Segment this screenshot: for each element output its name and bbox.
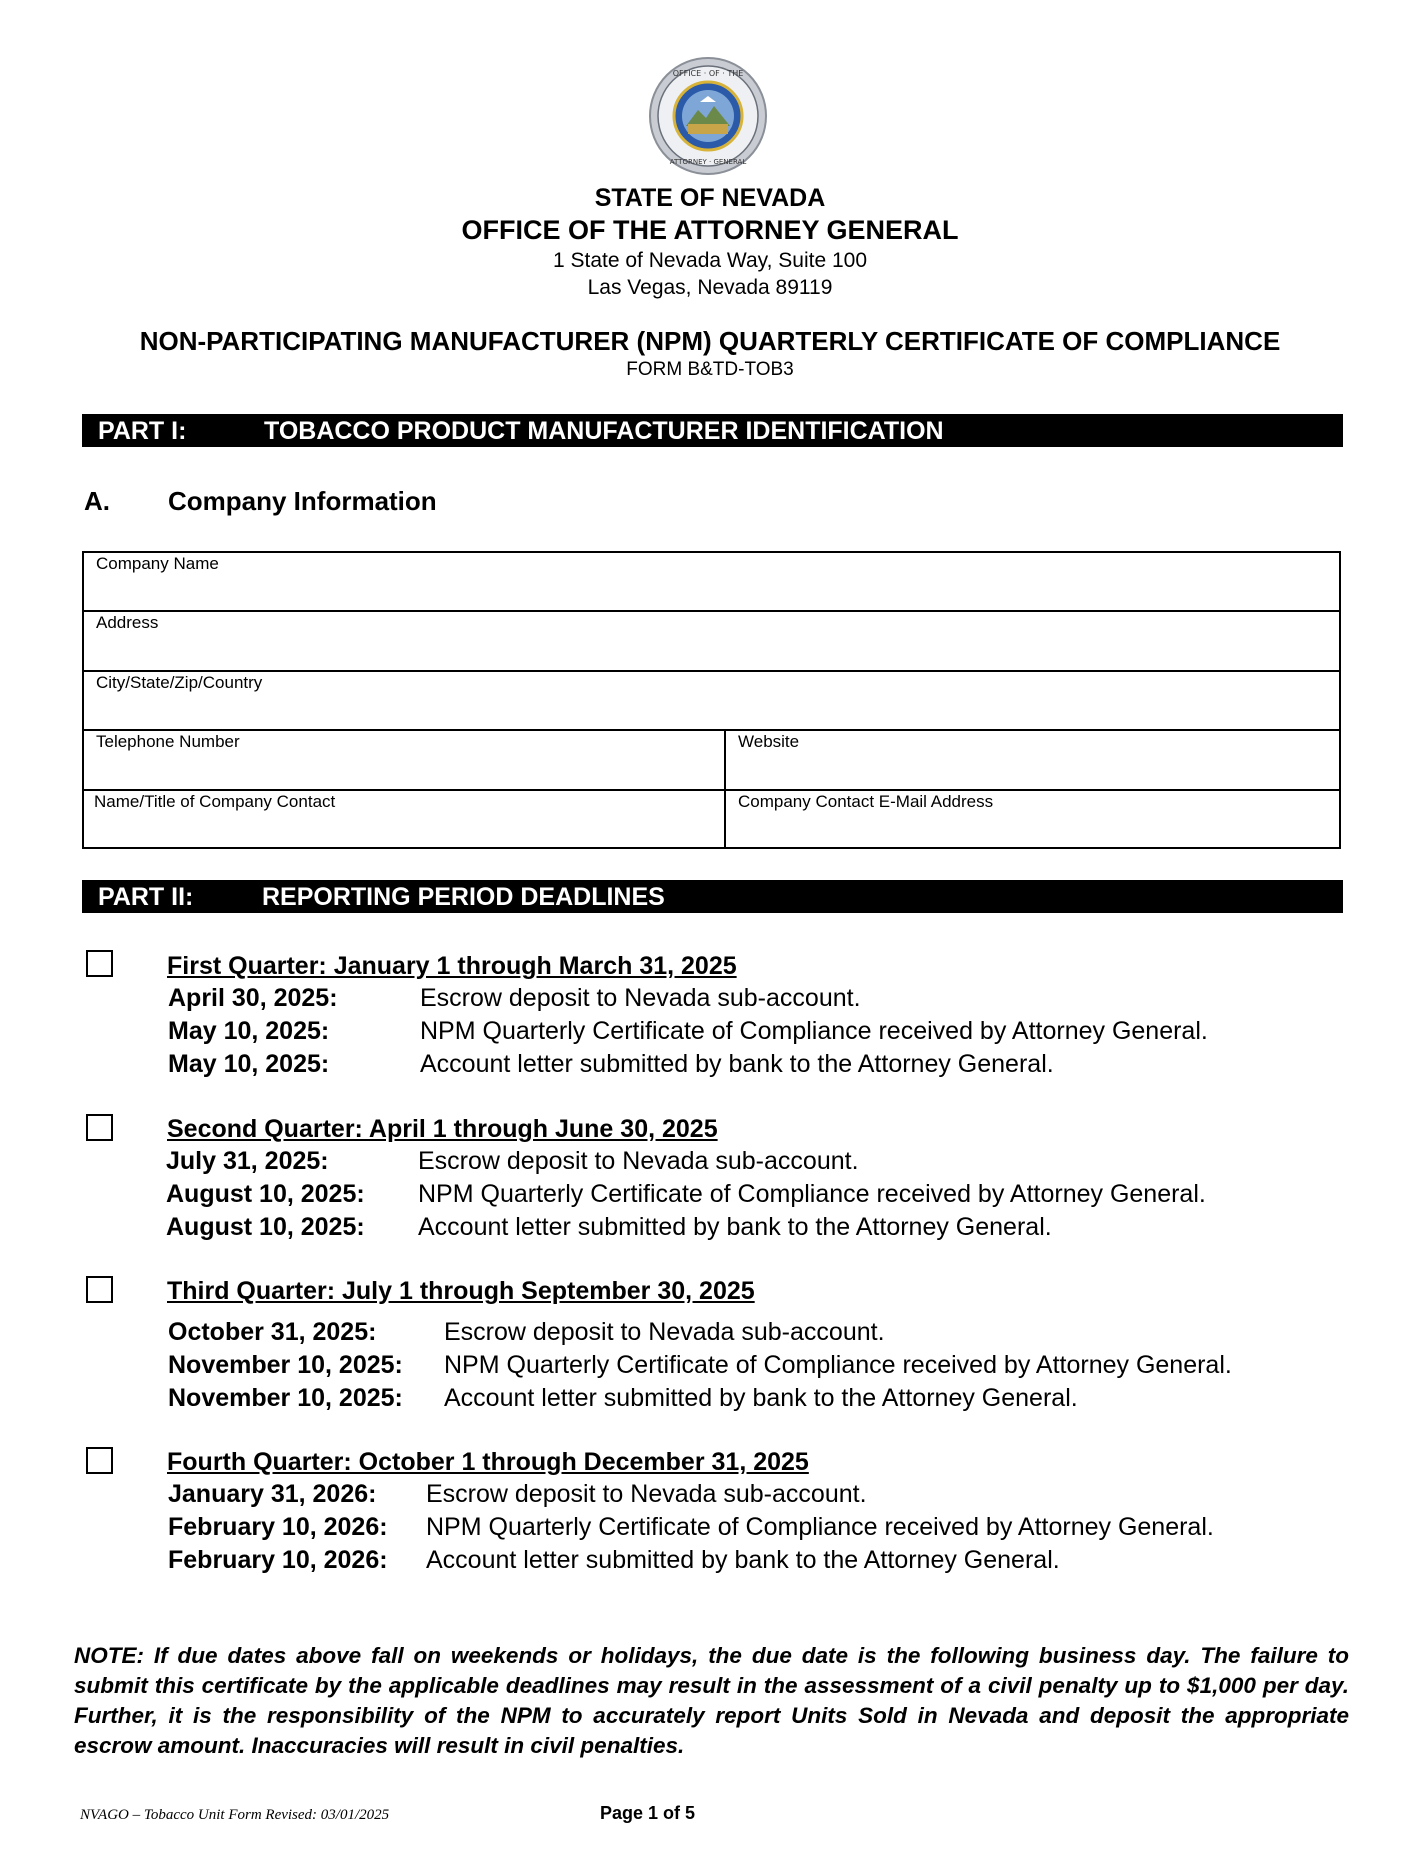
deadline-text: Account letter submitted by bank to the Attorney General. bbox=[420, 1050, 1054, 1078]
deadline-text: Escrow deposit to Nevada sub-account. bbox=[444, 1318, 885, 1346]
section-a-letter: A. bbox=[84, 486, 110, 516]
form-number: FORM B&TD-TOB3 bbox=[626, 359, 794, 380]
address-line-2: Las Vegas, Nevada 89119 bbox=[587, 276, 833, 299]
deadline-date: February 10, 2026: bbox=[168, 1546, 388, 1574]
phone-website-row bbox=[84, 731, 1339, 791]
first-quarter-checkbox[interactable] bbox=[86, 950, 113, 977]
company-name-label: Company Name bbox=[96, 554, 219, 573]
telephone-field[interactable] bbox=[84, 731, 724, 789]
deadline-date: November 10, 2025: bbox=[168, 1351, 403, 1379]
second-quarter-heading: Second Quarter: April 1 through June 30, 2025 bbox=[167, 1115, 718, 1143]
deadline-text: NPM Quarterly Certificate of Compliance received by Attorney General. bbox=[444, 1351, 1232, 1379]
form-title: NON-PARTICIPATING MANUFACTURER (NPM) QUARTERLY CERTIFICATE OF COMPLIANCE bbox=[139, 326, 1281, 356]
contact-email-label: Company Contact E-Mail Address bbox=[738, 792, 994, 811]
telephone-label: Telephone Number bbox=[96, 732, 240, 751]
attorney-general-seal bbox=[648, 56, 768, 176]
office-heading: OFFICE OF THE ATTORNEY GENERAL bbox=[461, 215, 959, 245]
city-state-zip-label: City/State/Zip/Country bbox=[96, 673, 263, 692]
contact-name-label: Name/Title of Company Contact bbox=[94, 792, 336, 811]
deadline-text: Escrow deposit to Nevada sub-account. bbox=[420, 984, 861, 1012]
third-quarter-heading: Third Quarter: July 1 through September 30, 2025 bbox=[167, 1277, 755, 1305]
deadline-text: NPM Quarterly Certificate of Compliance received by Attorney General. bbox=[420, 1017, 1208, 1045]
part-1-number: PART I: bbox=[98, 417, 187, 445]
section-a-title: Company Information bbox=[168, 486, 437, 516]
deadline-text: Account letter submitted by bank to the Attorney General. bbox=[426, 1546, 1060, 1574]
deadline-date: July 31, 2025: bbox=[166, 1147, 329, 1175]
website-label: Website bbox=[738, 732, 800, 751]
penalty-note: NOTE: If due dates above fall on weekends or holidays, the due date is the following business day. The failure to submit this certificate by the applicable deadlines may result in the assessment of a civil penalty up to $1,000 per day. Further, it is the responsibility of the NPM to accurately report Units Sold in Nevada and deposit the appropriate escrow amount. Inaccuracies will result in civil penalties. bbox=[74, 1643, 1349, 1758]
fourth-quarter-checkbox[interactable] bbox=[86, 1447, 113, 1474]
first-quarter-heading: First Quarter: January 1 through March 31, 2025 bbox=[167, 952, 737, 980]
svg-text:ATTORNEY · GENERAL: ATTORNEY · GENERAL bbox=[669, 158, 747, 166]
third-quarter-checkbox[interactable] bbox=[86, 1276, 113, 1303]
deadline-date: January 31, 2026: bbox=[168, 1480, 377, 1508]
deadline-text: NPM Quarterly Certificate of Compliance received by Attorney General. bbox=[426, 1513, 1214, 1541]
company-info-table bbox=[82, 551, 1341, 849]
deadline-text: Account letter submitted by bank to the Attorney General. bbox=[418, 1213, 1052, 1241]
deadline-date: August 10, 2025: bbox=[166, 1180, 365, 1208]
deadline-date: May 10, 2025: bbox=[168, 1017, 330, 1045]
deadline-date: November 10, 2025: bbox=[168, 1384, 403, 1412]
company-name-field[interactable] bbox=[84, 553, 1339, 610]
state-heading: STATE OF NEVADA bbox=[594, 184, 826, 212]
deadline-text: Account letter submitted by bank to the Attorney General. bbox=[444, 1384, 1078, 1412]
deadline-date: April 30, 2025: bbox=[168, 984, 338, 1012]
contact-row bbox=[84, 791, 1339, 847]
section-a-heading bbox=[84, 486, 437, 517]
part-2-number: PART II: bbox=[98, 883, 194, 911]
part-2-title: REPORTING PERIOD DEADLINES bbox=[262, 883, 665, 911]
part-1-title: TOBACCO PRODUCT MANUFACTURER IDENTIFICATION bbox=[264, 417, 944, 445]
address-row bbox=[84, 612, 1339, 672]
contact-name-field[interactable] bbox=[84, 791, 724, 847]
form-revision: NVAGO – Tobacco Unit Form Revised: 03/01/2025 bbox=[80, 1807, 390, 1823]
deadline-date: October 31, 2025: bbox=[168, 1318, 377, 1346]
second-quarter-checkbox[interactable] bbox=[86, 1114, 113, 1141]
address-label: Address bbox=[96, 613, 159, 632]
deadline-date: May 10, 2025: bbox=[168, 1050, 330, 1078]
deadline-text: Escrow deposit to Nevada sub-account. bbox=[426, 1480, 867, 1508]
website-field[interactable] bbox=[724, 731, 1339, 789]
fourth-quarter-heading: Fourth Quarter: October 1 through December 31, 2025 bbox=[167, 1448, 809, 1476]
part-1-header bbox=[82, 414, 1343, 447]
page-number: Page 1 of 5 bbox=[600, 1803, 696, 1823]
deadline-text: NPM Quarterly Certificate of Compliance received by Attorney General. bbox=[418, 1180, 1206, 1208]
svg-text:OFFICE · OF · THE: OFFICE · OF · THE bbox=[672, 69, 744, 78]
part-2-header bbox=[82, 880, 1343, 913]
address-line-1: 1 State of Nevada Way, Suite 100 bbox=[552, 249, 867, 272]
city-state-zip-field[interactable] bbox=[84, 672, 1339, 729]
deadline-date: August 10, 2025: bbox=[166, 1213, 365, 1241]
address-field[interactable] bbox=[84, 612, 1339, 670]
company-name-row bbox=[84, 553, 1339, 612]
deadline-text: Escrow deposit to Nevada sub-account. bbox=[418, 1147, 859, 1175]
deadline-date: February 10, 2026: bbox=[168, 1513, 388, 1541]
city-row bbox=[84, 672, 1339, 731]
contact-email-field[interactable] bbox=[724, 791, 1339, 847]
